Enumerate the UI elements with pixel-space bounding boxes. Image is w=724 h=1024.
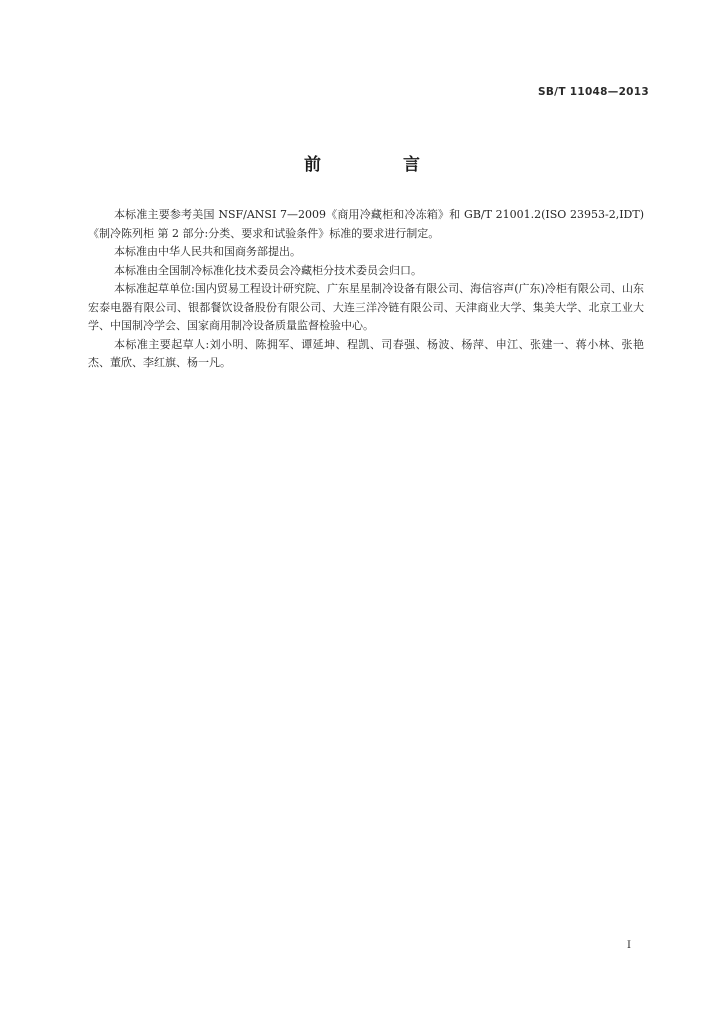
page-number: I xyxy=(627,940,631,951)
paragraph-reference-standards: 本标准主要参考美国 NSF/ANSI 7—2009《商用冷藏柜和冷冻箱》和 GB/T 21001.2(ISO 23953-2,IDT)《制冷陈列柜 第 2 部分:分类、要求和试验条件》标准的要求进行制定。 xyxy=(88,208,644,240)
standard-code: SB/T 11048—2013 xyxy=(538,86,649,98)
page-title: 前 言 xyxy=(304,155,458,175)
foreword-body xyxy=(88,206,644,373)
paragraph-committee: 本标准由全国制冷标准化技术委员会冷藏柜分技术委员会归口。 xyxy=(114,263,422,277)
paragraph-drafters: 本标准主要起草人:刘小明、陈拥军、谭延坤、程凯、司春强、杨波、杨萍、申江、张建一、蒋小林、张艳杰、董欣、李红旗、杨一凡。 xyxy=(88,337,644,369)
paragraph-proposer: 本标准由中华人民共和国商务部提出。 xyxy=(114,245,301,258)
paragraph-drafting-units: 本标准起草单位:国内贸易工程设计研究院、广东星星制冷设备有限公司、海信容声(广东)冷柜有限公司、山东宏泰电器有限公司、银都餐饮设备股份有限公司、大连三洋冷链有限公司、天津商业大学、集美大学、北京工业大学、中国制冷学会、国家商用制冷设备质量监督检验中心。 xyxy=(88,282,644,332)
